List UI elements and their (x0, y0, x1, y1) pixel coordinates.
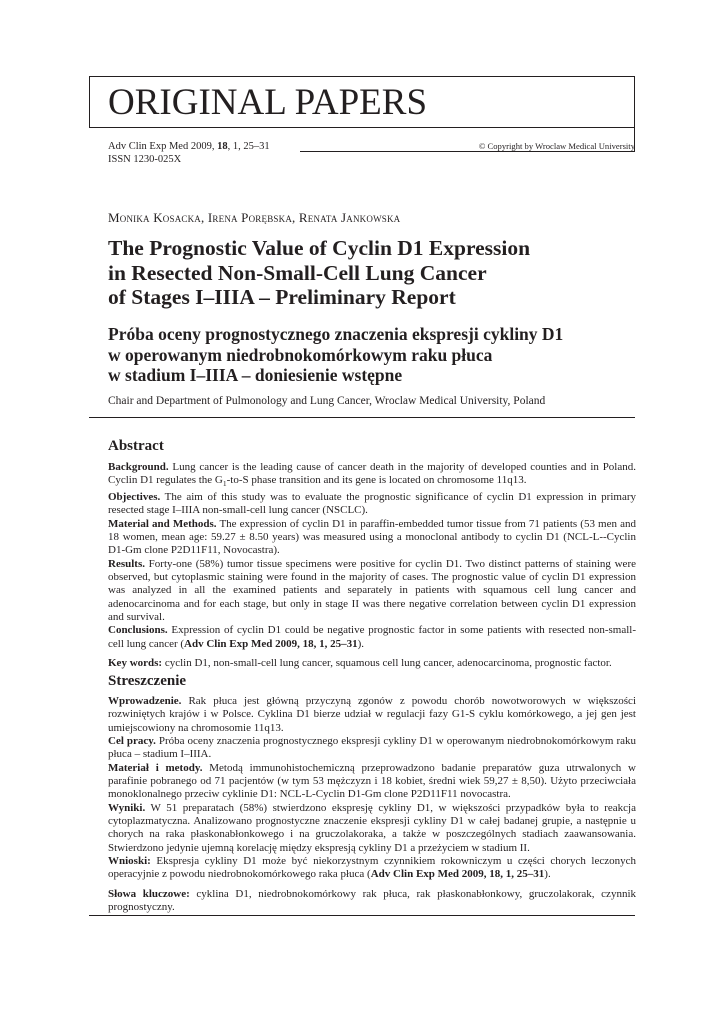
issn: ISSN 1230-025X (108, 154, 182, 165)
intro-text: Rak płuca jest główną przyczyną zgonów z powodu chorób nowotworowych w większości rozwiniętych krajów i w Polsce. Cyklina D1 bierze udział w regulacji fazy G1-S cyklu komórkowego, a jej gen jest umiejscowiony na chromosomie 11q13. (108, 695, 636, 734)
abstract-methods (108, 518, 636, 558)
keywords-label: Key words: (108, 657, 163, 669)
title-english-line: in Resected Non-Small-Cell Lung Cancer (108, 260, 487, 285)
abstract-section (108, 437, 636, 670)
copyright: © Copyright by Wroclaw Medical University (478, 141, 635, 151)
keywords-label-pl: Słowa kluczowe: (108, 887, 190, 900)
abstract-conclusions (108, 624, 636, 651)
abstract-heading: Abstract (108, 438, 164, 454)
divider-bottom (89, 915, 635, 916)
title-polish (108, 324, 628, 386)
abstract-objectives (108, 491, 636, 518)
title-english-line: The Prognostic Value of Cyclin D1 Expression (108, 236, 531, 260)
section-header-box (89, 76, 635, 128)
results-label-pl: Wyniki. (108, 801, 146, 814)
section-label: ORIGINAL PAPERS (108, 82, 428, 123)
journal-pages: , 1, 25–31 (227, 141, 270, 152)
background-subscript: 1 (222, 479, 227, 489)
citation: Adv Clin Exp Med 2009, 18, 1, 25–31 (184, 637, 358, 650)
streszczenie-results (108, 802, 636, 855)
streszczenie-section (108, 672, 636, 915)
streszczenie-heading: Streszczenie (108, 673, 187, 689)
title-polish-line: w stadium I–IIIA – doniesienie wstępne (108, 365, 403, 385)
title-polish-line: w operowanym niedrobnokomórkowym raku płuca (108, 344, 493, 365)
conclusions-text-pl: Ekspresja cykliny D1 może być niekorzystnym czynnikiem rokowniczym u części chorych leczonych operacyjnie z powodu niedrobnokomórkowego raka płuca ( (108, 855, 636, 881)
methods-label: Material and Methods. (108, 517, 217, 530)
background-label: Background. (108, 461, 169, 473)
journal-citation (108, 140, 270, 153)
journal-prefix: Adv Clin Exp Med 2009, (108, 141, 215, 152)
aim-text: Próba oceny znaczenia prognostycznego ekspresji cykliny D1 w operowanym niedrobnokomórkowym raku płuca – stadium I–IIIA. (108, 735, 636, 761)
methods-label-pl: Materiał i metody. (108, 761, 203, 774)
conclusions-label: Conclusions. (108, 624, 168, 637)
title-english (108, 236, 628, 310)
intro-label: Wprowadzenie. (108, 695, 182, 707)
affiliation: Chair and Department of Pulmonology and Lung Cancer, Wroclaw Medical University, Poland (108, 395, 546, 407)
divider-top (89, 417, 635, 418)
methods-text-pl: Metodą immunohistochemiczną przeprowadzono badanie preparatów guza utrwalonych w parafinie pobranego od 71 pacjentów (w tym 53 mężczyzn i 18 kobiet, średni wiek 59,27 ± 8,50). Użyto przeciwciała monoklonalnego przeciw cyklinie D1: NCL-L-Cyclin D1-Gm clone P2D11F11 novocastra. (108, 761, 637, 801)
abstract-results (108, 558, 636, 625)
journal-volume: 18 (217, 141, 228, 152)
results-label: Results. (108, 557, 145, 570)
keywords-text: cyclin D1, non-small-cell lung cancer, squamous cell lung cancer, adenocarcinoma, prognostic factor. (162, 657, 612, 669)
objectives-text: The aim of this study was to evaluate the prognostic significance of cyclin D1 expression in primary resected stage I–IIIA non-small-cell lung cancer (NSCLC). (108, 490, 636, 517)
conclusions-text: Expression of cyclin D1 could be negative prognostic factor in some patients with resected non-small-cell lung cancer ( (108, 624, 636, 650)
background-text-end: -to-S phase transition and its gene is located on chromosome 11q13. (226, 474, 527, 487)
streszczenie-keywords (108, 888, 636, 915)
citation-pl: Adv Clin Exp Med 2009, 18, 1, 25–31 (370, 868, 545, 881)
keywords-text-pl: cyklina D1, niedrobnokomórkowy rak płuca, rak płaskonabłonkowy, gruczolakorak, czynnik prognostyczny. (108, 887, 636, 914)
title-english-line: of Stages I–IIIA – Preliminary Report (108, 285, 456, 309)
streszczenie-conclusions (108, 855, 636, 882)
conclusions-end-pl: ). (544, 868, 551, 881)
background-text: Lung cancer is the leading cause of cancer death in the majority of developed counties and in Poland. Cyclin D1 regulates the G (108, 461, 636, 487)
streszczenie-methods (108, 762, 636, 802)
title-polish-line: Próba oceny prognostycznego znaczenia ekspresji cykliny D1 (108, 324, 564, 344)
conclusions-end: ). (357, 637, 365, 650)
conclusions-label-pl: Wnioski: (108, 855, 151, 868)
results-text-pl: W 51 preparatach (58%) stwierdzono ekspresję cykliny D1, w większości przypadków była to reakcja cytoplazmatyczna. Analizowano prognostyczne znaczenie ekspresji cykliny D1 w całej badanej grupie, a następnie u chorych na raka płaskonabłonkowego i na gruczolakoraka, a także w poszczególnych stadiach zaawansowania. Stwierdzono jedynie ujemną korelację między ekspresją cykliny D1 a przeżyciem w stadium II. (108, 801, 636, 854)
streszczenie-intro (108, 695, 636, 735)
abstract-keywords (108, 657, 636, 670)
authors: Monika Kosacka, Irena Porębska, Renata Jankowska (108, 210, 401, 225)
abstract-background (108, 461, 636, 491)
methods-text: The expression of cyclin D1 in paraffin-embedded tumor tissue from 71 patients (53 men and 18 women, mean age: 59.27 ± 8.50 years) was measured using a monoclonal antibody to cyclin D1 (NCL-L--Cyclin D1-Gm clone P2D11F11, Novocastra). (108, 517, 636, 557)
aim-label: Cel pracy. (108, 735, 156, 748)
streszczenie-aim (108, 735, 636, 762)
results-text: Forty-one (58%) tumor tissue specimens were positive for cyclin D1. Two distinct patterns of staining were observed, but cytoplasmic staining were found in the majority of cases. The prognostic value of cyclin D1 expression was analyzed in all the examined patients and separately in patients with squamous cell lung cancer and adenocarcinoma and for each stage, but only in stage II was there negative correlation between cyclin D1 expression and survival. (108, 557, 636, 623)
objectives-label: Objectives. (108, 490, 161, 503)
